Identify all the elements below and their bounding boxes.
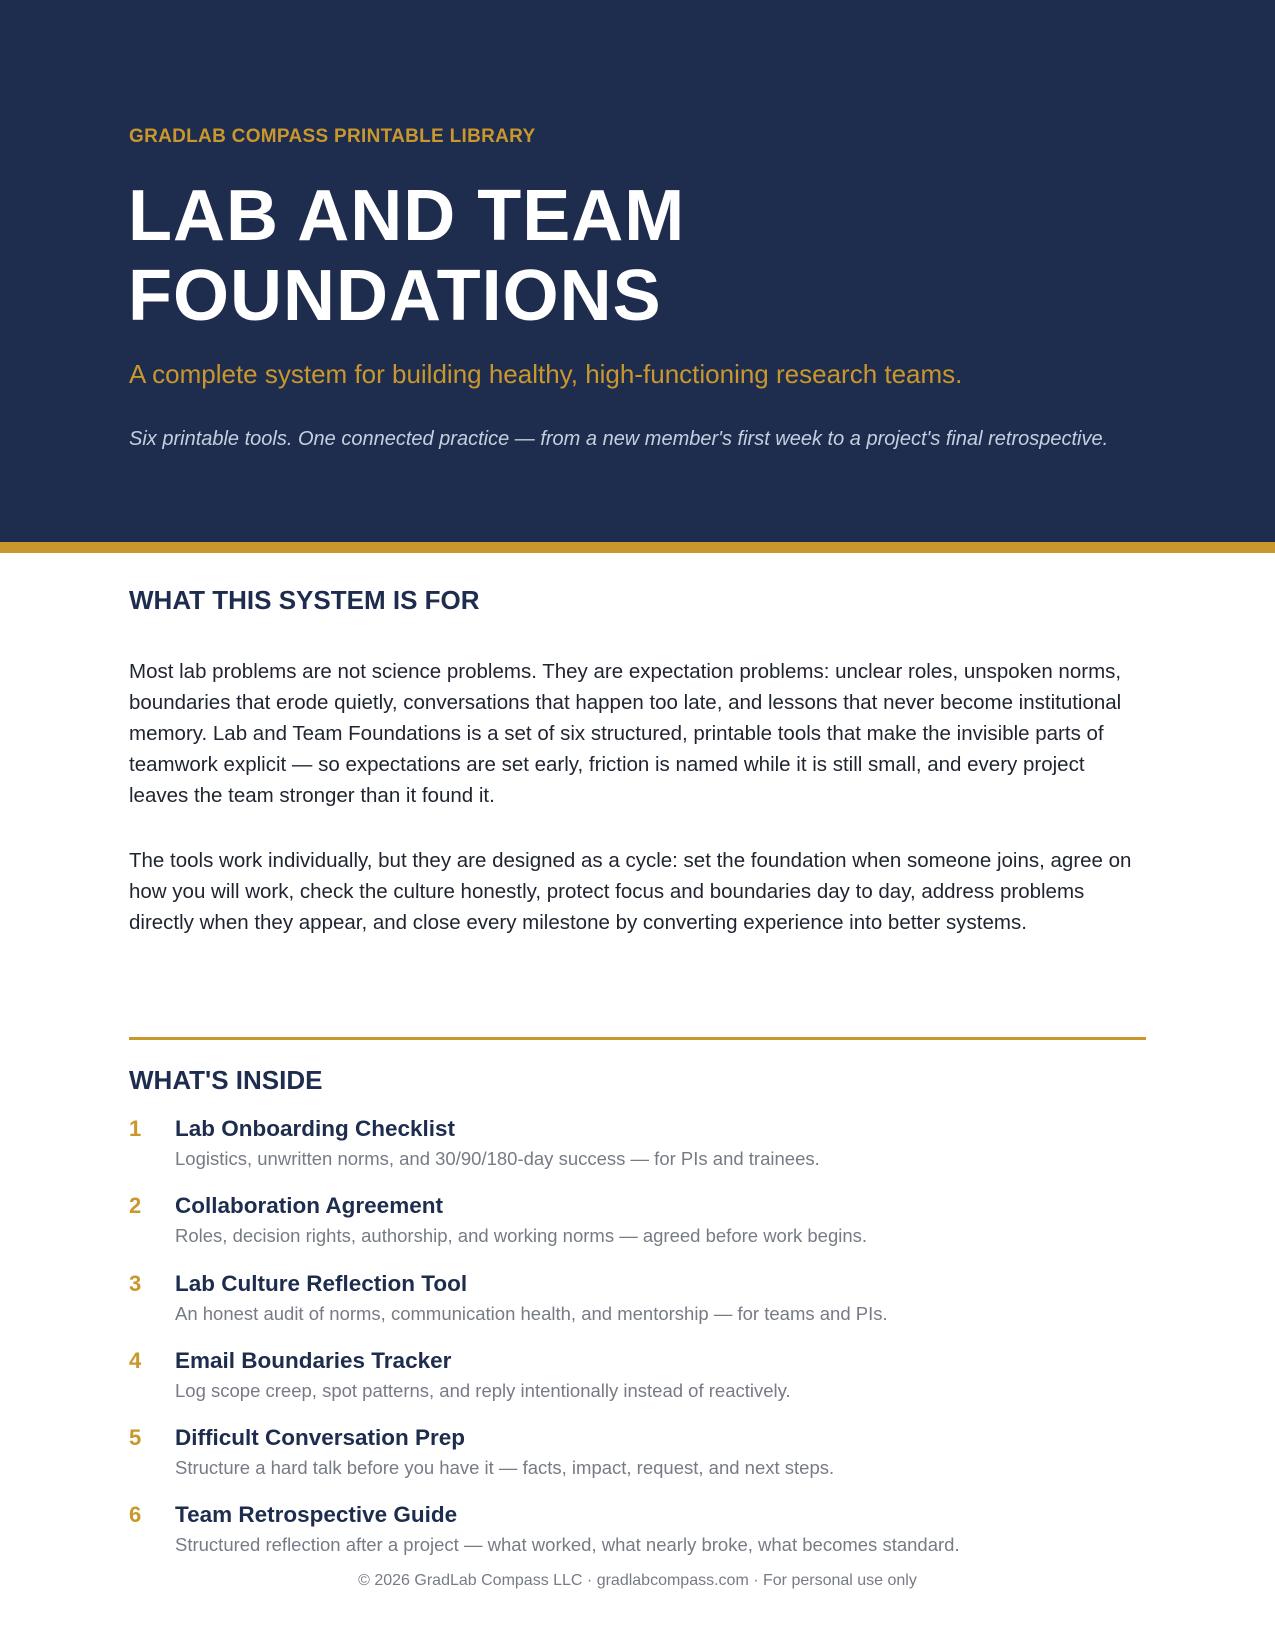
hero-banner [0, 0, 1275, 542]
tool-title: Difficult Conversation Prep [175, 1425, 466, 1451]
tool-description: Roles, decision rights, authorship, and working norms — agreed before work begins. [175, 1225, 868, 1247]
inside-heading: WHAT'S INSIDE [129, 1065, 323, 1095]
purpose-paragraph-2: The tools work individually, but they are designed as a cycle: set the foundation when someone joins, agree on how you will work, check the culture honestly, protect focus and boundaries day to day, address problems directly when they appear, and close every milestone by converting experience into better systems. [129, 849, 1132, 934]
purpose-heading: WHAT THIS SYSTEM IS FOR [129, 585, 480, 615]
tool-list [129, 1116, 1146, 1580]
tool-title: Email Boundaries Tracker [175, 1347, 452, 1373]
hero-accent-stripe [0, 542, 1275, 553]
purpose-paragraph-1: Most lab problems are not science problems. They are expectation problems: unclear roles, unspoken norms, boundaries that erode quietly, conversations that happen too late, and lessons that never become institutional memory. Lab and Team Foundations is a set of six structured, printable tools that make the invisible parts of teamwork explicit — so expectations are set early, friction is named while it is still small, and every project leaves the team stronger than it found it. [129, 660, 1122, 807]
tool-title: Lab Onboarding Checklist [175, 1116, 456, 1141]
page-title [128, 176, 1028, 336]
tool-description: Logistics, unwritten norms, and 30/90/180-day success — for PIs and trainees. [175, 1148, 820, 1169]
page-subtitle: A complete system for building healthy, high-functioning research teams. [129, 359, 963, 389]
tool-title: Team Retrospective Guide [175, 1502, 458, 1528]
tool-list-item [129, 1425, 1146, 1502]
tool-list-item [129, 1271, 1146, 1348]
tool-number: 3 [129, 1270, 142, 1296]
library-eyebrow: GRADLAB COMPASS PRINTABLE LIBRARY [129, 126, 536, 147]
section-divider [129, 1037, 1146, 1040]
tool-description: Log scope creep, spot patterns, and reply intentionally instead of reactively. [175, 1379, 791, 1401]
tool-list-item [129, 1116, 1146, 1193]
page-title-line-1: LAB AND TEAM [128, 176, 686, 256]
page-title-line-2: FOUNDATIONS [128, 256, 662, 336]
tool-number: 2 [129, 1193, 142, 1219]
tool-list-item [129, 1502, 1146, 1579]
tool-number: 5 [129, 1425, 142, 1451]
tool-number: 6 [129, 1502, 142, 1528]
tool-description: Structured reflection after a project — what worked, what nearly broke, what becomes standard. [175, 1534, 960, 1556]
page-tagline: Six printable tools. One connected practice — from a new member's first week to a project's final retrospective. [129, 428, 1109, 450]
tool-description: Structure a hard talk before you have it — facts, impact, request, and next steps. [175, 1457, 835, 1479]
tool-number: 1 [129, 1116, 142, 1141]
tool-list-item [129, 1193, 1146, 1270]
page-footer: © 2026 GradLab Compass LLC · gradlabcompass.com · For personal use only [358, 1572, 917, 1589]
tool-list-item [129, 1348, 1146, 1425]
tool-title: Collaboration Agreement [175, 1193, 443, 1219]
tool-number: 4 [129, 1347, 142, 1373]
tool-title: Lab Culture Reflection Tool [175, 1270, 468, 1296]
tool-description: An honest audit of norms, communication health, and mentorship — for teams and PIs. [175, 1302, 888, 1324]
